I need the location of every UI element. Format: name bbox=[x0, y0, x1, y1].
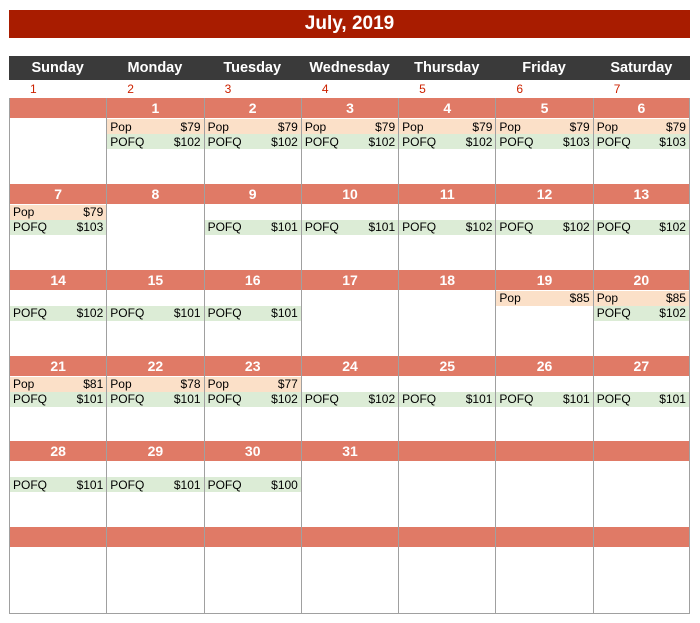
pop-price-row bbox=[10, 205, 106, 220]
day-cell[interactable] bbox=[9, 270, 106, 356]
empty-row bbox=[10, 462, 106, 477]
day-cell[interactable] bbox=[204, 527, 301, 613]
day-cell[interactable] bbox=[593, 441, 690, 527]
weekday-index: 1 bbox=[30, 82, 37, 96]
pop-price-row bbox=[10, 377, 106, 392]
pofq-label: POFQ bbox=[207, 392, 242, 406]
pofq-label: POFQ bbox=[304, 134, 339, 149]
pofq-label: POFQ bbox=[402, 134, 437, 149]
pofq-price-row bbox=[302, 392, 398, 407]
pop-price: $81 bbox=[83, 377, 104, 391]
day-cell[interactable] bbox=[398, 527, 495, 613]
empty-row bbox=[107, 548, 203, 563]
pofq-label: POFQ bbox=[402, 392, 437, 406]
weekday-index: 4 bbox=[321, 82, 329, 96]
pofq-label: POFQ bbox=[596, 220, 631, 235]
pofq-price-row bbox=[496, 134, 592, 149]
day-number: 31 bbox=[302, 441, 398, 461]
day-number: 1 bbox=[107, 98, 203, 118]
day-number: 21 bbox=[10, 356, 106, 376]
pofq-label: POFQ bbox=[207, 306, 242, 321]
pofq-price-row bbox=[10, 306, 106, 321]
empty-row bbox=[205, 205, 301, 220]
day-number: 29 bbox=[107, 441, 203, 461]
day-number: 28 bbox=[10, 441, 106, 461]
day-number: 24 bbox=[302, 356, 398, 376]
pop-price: $79 bbox=[83, 205, 104, 220]
pofq-price: $101 bbox=[563, 392, 590, 406]
empty-row bbox=[107, 462, 203, 477]
day-number: 23 bbox=[205, 356, 301, 376]
day-number: 11 bbox=[399, 184, 495, 204]
weekday-header-row bbox=[9, 56, 690, 80]
empty-row bbox=[594, 205, 689, 220]
pofq-label: POFQ bbox=[207, 220, 242, 235]
pofq-price: $101 bbox=[271, 306, 298, 321]
pofq-price: $100 bbox=[271, 477, 298, 492]
pop-price: $77 bbox=[277, 377, 298, 391]
day-number: 18 bbox=[399, 270, 495, 290]
day-cell[interactable] bbox=[398, 356, 495, 442]
day-number bbox=[594, 527, 689, 547]
day-number: 19 bbox=[496, 270, 592, 290]
day-cell[interactable] bbox=[204, 270, 301, 356]
pofq-price-row bbox=[107, 477, 203, 492]
weekday-index: 6 bbox=[516, 82, 524, 96]
pofq-price-row bbox=[594, 220, 689, 235]
pofq-price-row bbox=[10, 220, 106, 235]
day-cell[interactable] bbox=[593, 527, 690, 613]
pofq-price: $101 bbox=[659, 392, 686, 406]
pofq-label: POFQ bbox=[596, 306, 631, 321]
pofq-price: $102 bbox=[173, 134, 201, 149]
day-number: 12 bbox=[496, 184, 592, 204]
pofq-price: $103 bbox=[659, 134, 686, 149]
pop-label: Pop bbox=[110, 119, 132, 134]
day-cell[interactable] bbox=[106, 441, 203, 527]
day-cell[interactable] bbox=[593, 356, 690, 442]
pop-price: $79 bbox=[569, 119, 590, 134]
pofq-label: POFQ bbox=[13, 306, 48, 321]
day-cell[interactable] bbox=[204, 441, 301, 527]
pofq-price-row bbox=[107, 306, 203, 321]
pop-label: Pop bbox=[13, 377, 35, 391]
pofq-price-row bbox=[594, 134, 689, 149]
pop-price: $79 bbox=[180, 119, 201, 134]
pop-label: Pop bbox=[207, 377, 229, 391]
pofq-label: POFQ bbox=[207, 477, 242, 492]
day-number bbox=[399, 441, 495, 461]
pofq-price: $102 bbox=[271, 392, 298, 406]
pop-price-row bbox=[496, 119, 592, 134]
calendar-grid bbox=[9, 98, 690, 614]
weekday-thursday: Thursday bbox=[414, 60, 480, 76]
pofq-label: POFQ bbox=[110, 392, 145, 406]
pop-label: Pop bbox=[499, 291, 521, 306]
pop-price-row bbox=[399, 119, 495, 134]
day-cell[interactable] bbox=[301, 98, 398, 184]
day-cell[interactable] bbox=[398, 270, 495, 356]
pofq-price-row bbox=[205, 392, 301, 407]
day-number: 30 bbox=[205, 441, 301, 461]
weekday-index: 5 bbox=[419, 82, 426, 96]
day-number: 7 bbox=[10, 184, 106, 204]
pofq-price: $101 bbox=[465, 392, 493, 406]
pofq-price-row bbox=[496, 220, 592, 235]
empty-row bbox=[594, 462, 689, 477]
pop-label: Pop bbox=[304, 119, 327, 134]
day-cell[interactable] bbox=[301, 270, 398, 356]
empty-row bbox=[302, 205, 398, 220]
empty-row bbox=[107, 205, 203, 220]
pofq-price-row bbox=[302, 134, 398, 149]
day-number: 4 bbox=[399, 98, 495, 118]
pop-price: $85 bbox=[569, 291, 590, 306]
pofq-price: $102 bbox=[563, 220, 590, 235]
weekday-index: 2 bbox=[127, 82, 134, 96]
pofq-price: $102 bbox=[368, 392, 396, 406]
empty-row bbox=[496, 548, 592, 563]
pop-price-row bbox=[594, 291, 689, 306]
pofq-price-row bbox=[399, 392, 495, 407]
empty-row bbox=[10, 291, 106, 306]
day-cell[interactable] bbox=[301, 527, 398, 613]
empty-row bbox=[302, 548, 398, 563]
day-number: 9 bbox=[205, 184, 301, 204]
empty-row bbox=[107, 291, 203, 306]
pop-price: $79 bbox=[277, 119, 298, 134]
weekday-sunday: Sunday bbox=[31, 60, 84, 76]
empty-row bbox=[594, 377, 689, 392]
pofq-price-row bbox=[10, 392, 106, 407]
pofq-price: $103 bbox=[563, 134, 590, 149]
day-number: 22 bbox=[107, 356, 203, 376]
empty-row bbox=[496, 205, 592, 220]
empty-row bbox=[399, 377, 495, 392]
pofq-price: $102 bbox=[76, 306, 104, 321]
pofq-label: POFQ bbox=[499, 220, 534, 235]
day-number: 13 bbox=[594, 184, 689, 204]
day-cell[interactable] bbox=[495, 356, 592, 442]
pofq-price: $103 bbox=[76, 220, 104, 235]
day-cell[interactable] bbox=[9, 356, 106, 442]
pofq-price: $102 bbox=[465, 220, 493, 235]
calendar-title: July, 2019 bbox=[9, 10, 690, 38]
pop-price: $85 bbox=[665, 291, 686, 306]
empty-row bbox=[399, 205, 495, 220]
day-number: 5 bbox=[496, 98, 592, 118]
pop-label: Pop bbox=[499, 119, 521, 134]
empty-row bbox=[205, 462, 301, 477]
day-number: 26 bbox=[496, 356, 592, 376]
day-cell[interactable] bbox=[495, 270, 592, 356]
pop-label: Pop bbox=[207, 119, 229, 134]
pop-price: $78 bbox=[180, 377, 201, 391]
empty-row bbox=[496, 462, 592, 477]
empty-row bbox=[302, 462, 398, 477]
pop-label: Pop bbox=[110, 377, 132, 391]
pop-price: $79 bbox=[472, 119, 493, 134]
day-number bbox=[205, 527, 301, 547]
pofq-price: $102 bbox=[659, 306, 686, 321]
pofq-price-row bbox=[10, 477, 106, 492]
pofq-label: POFQ bbox=[13, 392, 48, 406]
day-cell[interactable] bbox=[301, 441, 398, 527]
day-number: 8 bbox=[107, 184, 203, 204]
day-number: 17 bbox=[302, 270, 398, 290]
day-cell[interactable] bbox=[495, 184, 592, 270]
day-cell[interactable] bbox=[204, 356, 301, 442]
pofq-price: $102 bbox=[659, 220, 686, 235]
day-number bbox=[496, 441, 592, 461]
day-number bbox=[399, 527, 495, 547]
pofq-label: POFQ bbox=[304, 392, 339, 406]
pofq-label: POFQ bbox=[499, 392, 534, 406]
pofq-price-row bbox=[205, 306, 301, 321]
pop-price: $79 bbox=[375, 119, 396, 134]
empty-row bbox=[205, 548, 301, 563]
pop-label: Pop bbox=[596, 291, 619, 306]
pofq-price: $102 bbox=[271, 134, 298, 149]
weekday-friday: Friday bbox=[522, 60, 566, 76]
pofq-label: POFQ bbox=[13, 220, 48, 235]
day-cell[interactable] bbox=[9, 441, 106, 527]
pofq-label: POFQ bbox=[13, 477, 48, 492]
pofq-label: POFQ bbox=[402, 220, 437, 235]
day-number bbox=[10, 527, 106, 547]
pofq-price-row bbox=[205, 134, 301, 149]
pofq-label: POFQ bbox=[207, 134, 242, 149]
day-cell[interactable] bbox=[398, 441, 495, 527]
day-cell[interactable] bbox=[495, 441, 592, 527]
day-number bbox=[594, 441, 689, 461]
day-cell[interactable] bbox=[9, 184, 106, 270]
day-number: 16 bbox=[205, 270, 301, 290]
pofq-price-row bbox=[496, 392, 592, 407]
day-number: 3 bbox=[302, 98, 398, 118]
pofq-price-row bbox=[302, 220, 398, 235]
empty-row bbox=[302, 291, 398, 306]
day-cell[interactable] bbox=[398, 184, 495, 270]
pop-label: Pop bbox=[596, 119, 619, 134]
weekday-index: 3 bbox=[224, 82, 232, 96]
day-cell[interactable] bbox=[593, 270, 690, 356]
day-number: 20 bbox=[594, 270, 689, 290]
pofq-price: $102 bbox=[465, 134, 493, 149]
weekday-index-row bbox=[9, 80, 690, 98]
pop-price-row bbox=[594, 119, 689, 134]
pofq-label: POFQ bbox=[596, 392, 631, 406]
pofq-price-row bbox=[205, 220, 301, 235]
pop-price-row bbox=[496, 291, 592, 306]
day-cell[interactable] bbox=[106, 270, 203, 356]
empty-row bbox=[10, 119, 106, 134]
pofq-price-row bbox=[107, 134, 203, 149]
day-number: 6 bbox=[594, 98, 689, 118]
pofq-label: POFQ bbox=[304, 220, 339, 235]
day-number: 10 bbox=[302, 184, 398, 204]
weekday-monday: Monday bbox=[127, 60, 183, 76]
empty-row bbox=[205, 291, 301, 306]
weekday-tuesday: Tuesday bbox=[223, 60, 282, 76]
day-cell[interactable] bbox=[106, 356, 203, 442]
pop-price-row bbox=[107, 119, 203, 134]
pofq-price: $101 bbox=[173, 306, 201, 321]
pop-price-row bbox=[205, 119, 301, 134]
pop-label: Pop bbox=[402, 119, 424, 134]
day-cell[interactable] bbox=[204, 98, 301, 184]
weekday-index: 7 bbox=[613, 82, 621, 96]
day-cell[interactable] bbox=[106, 527, 203, 613]
day-number bbox=[496, 527, 592, 547]
day-cell[interactable] bbox=[106, 98, 203, 184]
pofq-price: $101 bbox=[76, 392, 104, 406]
pop-price: $79 bbox=[665, 119, 686, 134]
pofq-price: $102 bbox=[368, 134, 396, 149]
day-cell[interactable] bbox=[9, 98, 106, 184]
pofq-label: POFQ bbox=[596, 134, 631, 149]
pofq-price-row bbox=[205, 477, 301, 492]
pofq-price: $101 bbox=[76, 477, 104, 492]
pofq-price: $101 bbox=[271, 220, 298, 235]
empty-row bbox=[496, 377, 592, 392]
pofq-label: POFQ bbox=[110, 477, 145, 492]
day-cell[interactable] bbox=[106, 184, 203, 270]
day-number bbox=[10, 98, 106, 118]
pofq-price-row bbox=[399, 220, 495, 235]
day-number: 2 bbox=[205, 98, 301, 118]
pofq-price-row bbox=[399, 134, 495, 149]
day-number: 14 bbox=[10, 270, 106, 290]
day-cell[interactable] bbox=[593, 184, 690, 270]
pop-price-row bbox=[107, 377, 203, 392]
pofq-price: $101 bbox=[173, 477, 201, 492]
day-cell[interactable] bbox=[398, 98, 495, 184]
empty-row bbox=[399, 462, 495, 477]
pofq-price: $101 bbox=[368, 220, 396, 235]
pofq-label: POFQ bbox=[110, 134, 145, 149]
day-number bbox=[302, 527, 398, 547]
pop-price-row bbox=[302, 119, 398, 134]
day-number: 25 bbox=[399, 356, 495, 376]
empty-row bbox=[399, 548, 495, 563]
pop-price-row bbox=[205, 377, 301, 392]
pofq-price-row bbox=[594, 392, 689, 407]
weekday-saturday: Saturday bbox=[610, 60, 673, 76]
empty-row bbox=[399, 291, 495, 306]
day-number bbox=[107, 527, 203, 547]
day-cell[interactable] bbox=[204, 184, 301, 270]
pofq-price-row bbox=[594, 306, 689, 321]
day-cell[interactable] bbox=[301, 184, 398, 270]
pofq-label: POFQ bbox=[110, 306, 145, 321]
day-cell[interactable] bbox=[9, 527, 106, 613]
weekday-wednesday: Wednesday bbox=[309, 60, 390, 76]
pofq-label: POFQ bbox=[499, 134, 534, 149]
day-number: 27 bbox=[594, 356, 689, 376]
empty-row bbox=[10, 548, 106, 563]
day-cell[interactable] bbox=[593, 98, 690, 184]
day-number: 15 bbox=[107, 270, 203, 290]
pofq-price-row bbox=[107, 392, 203, 407]
pofq-price: $101 bbox=[173, 392, 201, 406]
empty-row bbox=[594, 548, 689, 563]
empty-row bbox=[302, 377, 398, 392]
pop-label: Pop bbox=[13, 205, 35, 220]
day-cell[interactable] bbox=[495, 98, 592, 184]
day-cell[interactable] bbox=[495, 527, 592, 613]
day-cell[interactable] bbox=[301, 356, 398, 442]
